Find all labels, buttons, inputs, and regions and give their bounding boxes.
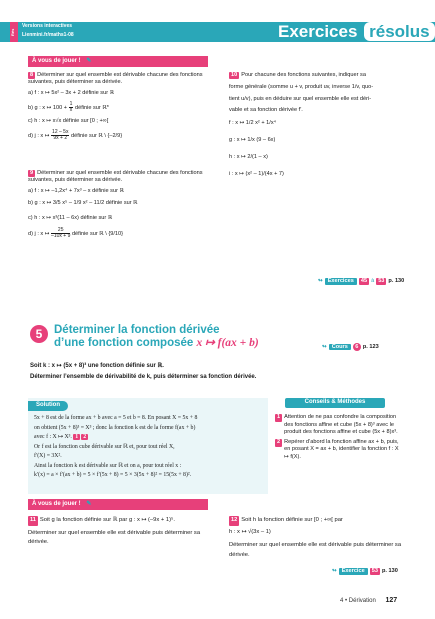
- item-a: a) f : x ↦ –1,2x⁴ + 7x³ – x définie sur ℝ: [28, 187, 124, 194]
- exercise-prompt-3: tient u/v), puis en déduire sur quel ensemble elle est déri-: [229, 95, 372, 102]
- page-number: 127: [385, 597, 398, 604]
- cours-label: Cours: [329, 344, 351, 351]
- ref-from: 45: [360, 278, 368, 284]
- item-i: i : x ↦ (x² – 1)/(4x + 7): [229, 170, 284, 177]
- marker-1: 1: [75, 434, 79, 440]
- marker-2: 2: [83, 434, 87, 440]
- item-b: b) g : x ↦ 3/5 x⁵ – 1/9 x² – 11/2 définie sur ℝ: [28, 199, 138, 206]
- page-title: [278, 22, 435, 42]
- solution-line: on obtient (5x + 8)³ = X³ ; donc la fonction k est de la forme f(ax + b): [34, 424, 196, 431]
- exercise-question: Déterminer sur quel ensemble elle est dérivable puis déterminer sa dérivée.: [229, 542, 402, 558]
- solution-line: 5x + 8 est de la forme ax + b avec a = 5 et b = 8. En posant X = 5x + 8: [34, 415, 198, 421]
- exercise-12: [229, 516, 409, 560]
- footer: [340, 597, 397, 606]
- versions-label: Versions interactives: [22, 23, 73, 29]
- exercise-prompt: Pour chacune des fonctions suivantes, indiquer sa: [241, 72, 366, 78]
- exercise-11: [28, 516, 213, 548]
- solution-line: k′(x) = a × f′(ax + b) = 5 × f′(5x + 8) = 5 × 3(5x + 8)² = 15(5x + 8)².: [34, 472, 192, 478]
- exercise-function: h : x ↦ √(3x – 1): [229, 528, 271, 535]
- solution-line: avec f : X ↦ X³. 1 2: [34, 434, 87, 440]
- section-title: Déterminer la fonction dérivée d’une fonction composée x ↦ f(ax + b): [54, 324, 259, 349]
- cours-reference[interactable]: [322, 343, 379, 351]
- cours-num: 6: [353, 343, 361, 351]
- item-f: f : x ↦ 1/2 x² + 1/x⁴: [229, 119, 277, 126]
- arrow-icon: ↬: [318, 278, 323, 284]
- exercise-reference[interactable]: [332, 568, 398, 575]
- exercise-number: 8: [30, 72, 34, 78]
- exercise-number: 11: [28, 516, 38, 526]
- item-c: c) h : x ↦ x√x définie sur [0 ; +∞[: [28, 117, 109, 124]
- item-g: g : x ↦ 1/x (9 – 6x): [229, 136, 276, 143]
- cours-page: p. 123: [362, 343, 379, 350]
- ref-page: p. 130: [381, 568, 398, 574]
- exercise-prompt-2: forme générale (somme u + v, produit uv, inverse 1/v, quo-: [229, 83, 374, 90]
- item-c: c) h : x ↦ x³(11 – 6x) définie sur ℝ: [28, 214, 113, 221]
- header-badge: Rés: [10, 22, 18, 42]
- exercise-prompt: Soit h la fonction définie sur [0 ; +∞[ par: [241, 517, 343, 523]
- ref-page: p. 130: [388, 278, 405, 284]
- ref-label: Exercices: [325, 278, 357, 285]
- title-exercices: Exercices: [278, 22, 358, 41]
- conseil-1: 1 Attention de ne pas confondre la composition des fonctions affine et cube (5x + 8)³ avec le produit des fonctions affine et cube (5x + 8)x³.: [277, 414, 398, 435]
- exercise-prompt: Déterminer sur quel ensemble est dérivable chacune des fonctions suivantes, puis déterminer sa dérivée.: [28, 72, 203, 85]
- item-h: h : x ↦ 2/(1 – x): [229, 153, 268, 160]
- conseils-box: [271, 398, 405, 494]
- exercise-8: [28, 72, 213, 141]
- solution-title: Solution: [28, 401, 68, 411]
- exercise-prompt-4: vable et sa fonction dérivée f′.: [229, 106, 303, 113]
- exercises-reference[interactable]: [318, 278, 404, 285]
- ref-label: Exercice: [339, 568, 368, 575]
- exercise-question: Déterminer sur quel ensemble elle est dérivable puis déterminer sa dérivée.: [28, 529, 201, 545]
- exercise-number: 12: [229, 516, 239, 526]
- solution-line: f′(X) = 3X².: [34, 453, 62, 459]
- exercise-prompt: Déterminer sur quel ensemble est dérivable chacune des fonctions suivantes, puis déterminer sa dérivée.: [28, 170, 203, 183]
- chapter-label: 4 • Dérivation: [340, 598, 376, 604]
- a-vous-de-jouer-bar: [28, 56, 208, 67]
- item-b: b) g : x ↦ 100 + $\frac{1}{x}$ définie sur ℝ*: [28, 100, 109, 113]
- exercise-10: [229, 72, 409, 178]
- title-resolus: résolus: [364, 22, 434, 41]
- exercise-9: [28, 170, 213, 239]
- item-a: a) f : x ↦ 5x² – 3x + 2 définie sur ℝ: [28, 89, 115, 96]
- statement: Soit k : x ↦ (5x + 8)³ une fonction définie sur ℝ. Déterminer l’ensemble de dérivabilité de k, puis déterminer sa fonction dérivée.: [30, 363, 257, 380]
- pencil-icon: ✎: [86, 58, 92, 64]
- conseil-2: 2 Repérer d’abord la fonction affine ax + b, puis, en posant X = ax + b, identifier la fonction f : X ↦ f(X).: [277, 438, 399, 460]
- a-vous-label: À vous de jouer !: [32, 58, 81, 64]
- conseils-title: Conseils & Méthodes: [285, 398, 385, 408]
- exercise-prompt: Soit g la fonction définie sur ℝ par g : x ↦ (–9x + 1)⁵.: [39, 517, 176, 523]
- solution-line: Or f est la fonction cube dérivable sur ℝ et, pour tout réel X,: [34, 443, 175, 450]
- exercise-number: 10: [231, 72, 238, 78]
- a-vous-label: À vous de jouer !: [32, 501, 81, 507]
- item-d: d) j : x ↦ $\frac{12 - 5x}{9x + 2}$ définie sur ℝ \ {–2/9}: [28, 128, 123, 141]
- arrow-icon: ↬: [332, 568, 337, 574]
- a-vous-de-jouer-bar-2: [28, 499, 208, 510]
- ref-to: 53: [378, 278, 385, 284]
- pencil-icon: ✎: [86, 501, 92, 507]
- item-d: d) j : x ↦ $\frac{25}{-10x + 9}$ définie sur ℝ \ {9/10}: [28, 226, 124, 239]
- solution-line: Ainsi la fonction k est dérivable sur ℝ et on a, pour tout réel x :: [34, 462, 182, 469]
- ref-num: 53: [371, 568, 378, 574]
- exercise-number: 9: [30, 170, 34, 176]
- solution-box: [28, 398, 268, 494]
- ref-sep: à: [371, 278, 375, 284]
- section-number: 5: [30, 325, 48, 343]
- arrow-icon: ↬: [322, 343, 327, 350]
- versions-link[interactable]: Lienmini.fr/maths1-08: [22, 32, 74, 38]
